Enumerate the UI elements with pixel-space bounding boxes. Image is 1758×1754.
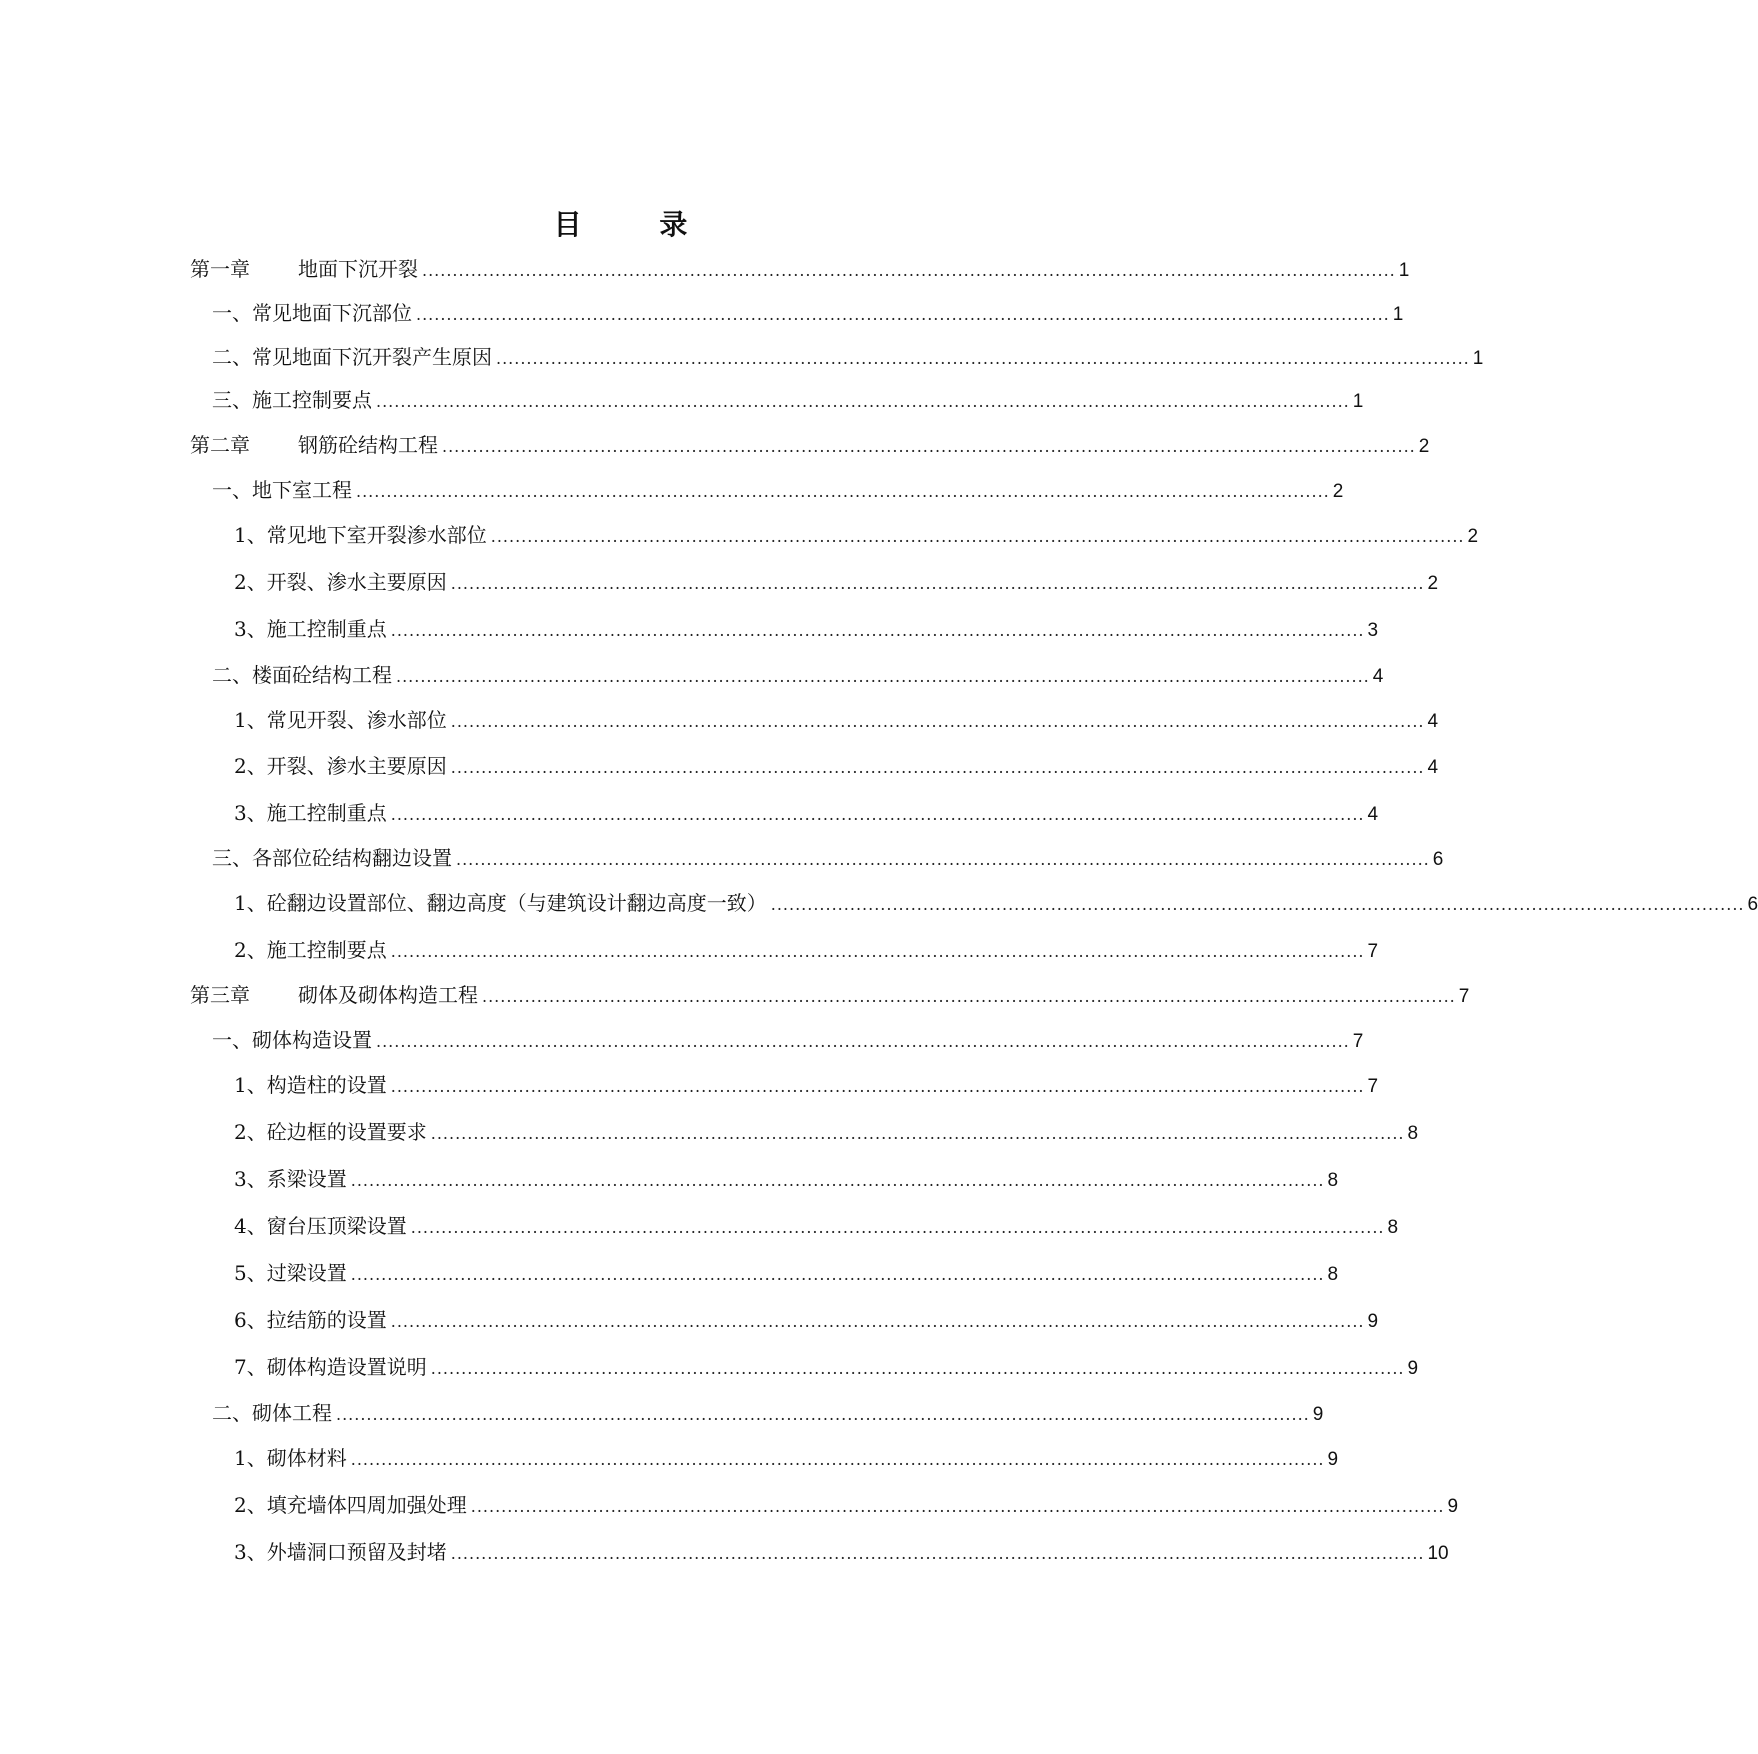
- toc-page-number: 2: [1332, 481, 1344, 502]
- toc-entry-subsection[interactable]: [234, 1352, 1419, 1382]
- toc-page-number: 7: [1367, 941, 1379, 962]
- toc-page-number: 7: [1458, 986, 1470, 1007]
- dot-leader: ................................................................................................................................................................: [442, 437, 1416, 456]
- toc-entry-section[interactable]: [212, 298, 1404, 328]
- toc-entry-chapter[interactable]: [190, 430, 1430, 460]
- toc-entry-subsection[interactable]: [234, 1305, 1379, 1335]
- toc-page-number: 4: [1367, 804, 1379, 825]
- dot-leader: ................................................................................................................................................................: [456, 850, 1430, 869]
- toc-page-number: 9: [1407, 1358, 1419, 1379]
- dot-leader: ................................................................................................................................................................: [376, 1032, 1350, 1051]
- toc-entry-subsection[interactable]: [234, 1537, 1449, 1567]
- toc-entry-section[interactable]: [212, 660, 1384, 690]
- toc-page-number: 7: [1367, 1076, 1379, 1097]
- toc-entry-subsection[interactable]: [234, 614, 1379, 644]
- dot-leader: ................................................................................................................................................................: [336, 1405, 1310, 1424]
- chapter-title: 地面下沉开裂: [298, 257, 418, 281]
- toc-entry-label: 1、砌体材料: [234, 1446, 347, 1470]
- toc-entry-label: 3、外墙洞口预留及封堵: [234, 1540, 447, 1564]
- dot-leader: ................................................................................................................................................................: [450, 574, 1425, 593]
- toc-page-number: 8: [1327, 1264, 1339, 1285]
- toc-entry-subsection[interactable]: [234, 751, 1439, 781]
- dot-leader: ................................................................................................................................................................: [350, 1171, 1325, 1190]
- toc-entry-subsection[interactable]: [234, 1258, 1339, 1288]
- dot-leader: ................................................................................................................................................................: [350, 1450, 1325, 1469]
- toc-entry-label: 3、系梁设置: [234, 1167, 347, 1191]
- toc-entry-label: 2、开裂、渗水主要原因: [234, 570, 447, 594]
- chapter-title: 砌体及砌体构造工程: [298, 983, 478, 1007]
- dot-leader: ................................................................................................................................................................: [422, 261, 1396, 280]
- dot-leader: ................................................................................................................................................................: [450, 758, 1425, 777]
- toc-entry-label: 3、施工控制重点: [234, 801, 387, 825]
- toc-entry-label: 二、楼面砼结构工程: [212, 663, 392, 687]
- toc-entry-chapter[interactable]: [190, 254, 1410, 284]
- toc-entry-section[interactable]: [212, 475, 1344, 505]
- toc-entry-section[interactable]: [212, 843, 1444, 873]
- dot-leader: ................................................................................................................................................................: [430, 1359, 1405, 1378]
- toc-page-number: 8: [1327, 1170, 1339, 1191]
- toc-page-number: 8: [1407, 1123, 1419, 1144]
- toc-page-number: 2: [1427, 573, 1439, 594]
- toc-entry-label: 二、砌体工程: [212, 1401, 332, 1425]
- dot-leader: ................................................................................................................................................................: [450, 1544, 1425, 1563]
- toc-entry-label: 4、窗台压顶梁设置: [234, 1214, 407, 1238]
- toc-page-number: 9: [1447, 1496, 1459, 1517]
- toc-page-number: 2: [1418, 436, 1430, 457]
- toc-entry-label: 1、构造柱的设置: [234, 1073, 387, 1097]
- toc-entry-label: 三、各部位砼结构翻边设置: [212, 846, 452, 870]
- toc-entry-subsection[interactable]: [234, 1211, 1399, 1241]
- toc-entry-subsection[interactable]: [234, 520, 1479, 550]
- toc-entry-label: 三、施工控制要点: [212, 388, 372, 412]
- chapter-title: 钢筋砼结构工程: [298, 433, 438, 457]
- dot-leader: ................................................................................................................................................................: [482, 987, 1456, 1006]
- toc-entry-subsection[interactable]: [234, 888, 1758, 918]
- toc-title: 目 录: [553, 208, 722, 241]
- toc-entry-label: 1、常见开裂、渗水部位: [234, 708, 447, 732]
- toc-entry-subsection[interactable]: [234, 1164, 1339, 1194]
- dot-leader: ................................................................................................................................................................: [450, 712, 1425, 731]
- dot-leader: ................................................................................................................................................................: [396, 667, 1370, 686]
- toc-entry-label: [190, 254, 418, 284]
- toc-entry-label: [190, 430, 438, 460]
- toc-entry-section[interactable]: [212, 1398, 1324, 1428]
- toc-page-number: 10: [1427, 1543, 1449, 1564]
- toc-page-number: 4: [1427, 757, 1439, 778]
- toc-entry-label: 2、砼边框的设置要求: [234, 1120, 427, 1144]
- toc-entry-label: 2、开裂、渗水主要原因: [234, 754, 447, 778]
- chapter-number: 第二章: [190, 433, 250, 457]
- dot-leader: ................................................................................................................................................................: [376, 392, 1350, 411]
- toc-page-number: 1: [1398, 260, 1410, 281]
- toc-entry-section[interactable]: [212, 385, 1364, 415]
- dot-leader: ................................................................................................................................................................: [350, 1265, 1325, 1284]
- toc-page-number: 4: [1372, 666, 1384, 687]
- toc-entry-subsection[interactable]: [234, 705, 1439, 735]
- toc-entry-label: 1、常见地下室开裂渗水部位: [234, 523, 487, 547]
- toc-entry-label: 7、砌体构造设置说明: [234, 1355, 427, 1379]
- chapter-number: 第一章: [190, 257, 250, 281]
- toc-entry-label: 二、常见地面下沉开裂产生原因: [212, 345, 492, 369]
- dot-leader: ................................................................................................................................................................: [496, 349, 1470, 368]
- dot-leader: ................................................................................................................................................................: [390, 1312, 1365, 1331]
- dot-leader: ................................................................................................................................................................: [490, 527, 1465, 546]
- toc-entry-subsection[interactable]: [234, 567, 1439, 597]
- toc-entry-subsection[interactable]: [234, 1490, 1459, 1520]
- toc-entry-section[interactable]: [212, 342, 1484, 372]
- dot-leader: ................................................................................................................................................................: [430, 1124, 1405, 1143]
- toc-page-number: 1: [1352, 391, 1364, 412]
- toc-page-number: 1: [1392, 304, 1404, 325]
- toc-page-number: 9: [1312, 1404, 1324, 1425]
- toc-page-number: 6: [1747, 894, 1758, 915]
- toc-entry-label: 3、施工控制重点: [234, 617, 387, 641]
- dot-leader: ................................................................................................................................................................: [390, 1077, 1365, 1096]
- toc-entry-subsection[interactable]: [234, 1443, 1339, 1473]
- toc-entry-subsection[interactable]: [234, 798, 1379, 828]
- toc-page-number: 1: [1472, 348, 1484, 369]
- toc-entry-label: 一、常见地面下沉部位: [212, 301, 412, 325]
- toc-entry-subsection[interactable]: [234, 935, 1379, 965]
- dot-leader: ................................................................................................................................................................: [356, 482, 1330, 501]
- toc-entry-section[interactable]: [212, 1025, 1364, 1055]
- dot-leader: ................................................................................................................................................................: [390, 621, 1365, 640]
- toc-entry-label: 2、施工控制要点: [234, 938, 387, 962]
- toc-entry-subsection[interactable]: [234, 1117, 1419, 1147]
- toc-page-number: 6: [1432, 849, 1444, 870]
- dot-leader: ................................................................................................................................................................: [390, 942, 1365, 961]
- toc-page-number: 9: [1367, 1311, 1379, 1332]
- toc-entry-label: 一、砌体构造设置: [212, 1028, 372, 1052]
- chapter-number: 第三章: [190, 983, 250, 1007]
- toc-entry-label: 1、砼翻边设置部位、翻边高度（与建筑设计翻边高度一致）: [234, 891, 767, 915]
- toc-entry-label: 一、地下室工程: [212, 478, 352, 502]
- toc-entry-label: 5、过梁设置: [234, 1261, 347, 1285]
- toc-page-number: 3: [1367, 620, 1379, 641]
- toc-entry-chapter[interactable]: [190, 980, 1470, 1010]
- toc-page-number: 2: [1467, 526, 1479, 547]
- toc-entry-label: [190, 980, 478, 1010]
- toc-page-number: 9: [1327, 1449, 1339, 1470]
- toc-entry-label: 2、填充墙体四周加强处理: [234, 1493, 467, 1517]
- toc-page-number: 8: [1387, 1217, 1399, 1238]
- dot-leader: ................................................................................................................................................................: [416, 305, 1390, 324]
- toc-entry-subsection[interactable]: [234, 1070, 1379, 1100]
- dot-leader: ................................................................................................................................................................: [390, 805, 1365, 824]
- toc-page-number: 7: [1352, 1031, 1364, 1052]
- toc-entry-label: 6、拉结筋的设置: [234, 1308, 387, 1332]
- dot-leader: ................................................................................................................................................................: [410, 1218, 1385, 1237]
- toc-page-number: 4: [1427, 711, 1439, 732]
- dot-leader: ................................................................................................................................................................: [770, 895, 1745, 914]
- dot-leader: ................................................................................................................................................................: [470, 1497, 1445, 1516]
